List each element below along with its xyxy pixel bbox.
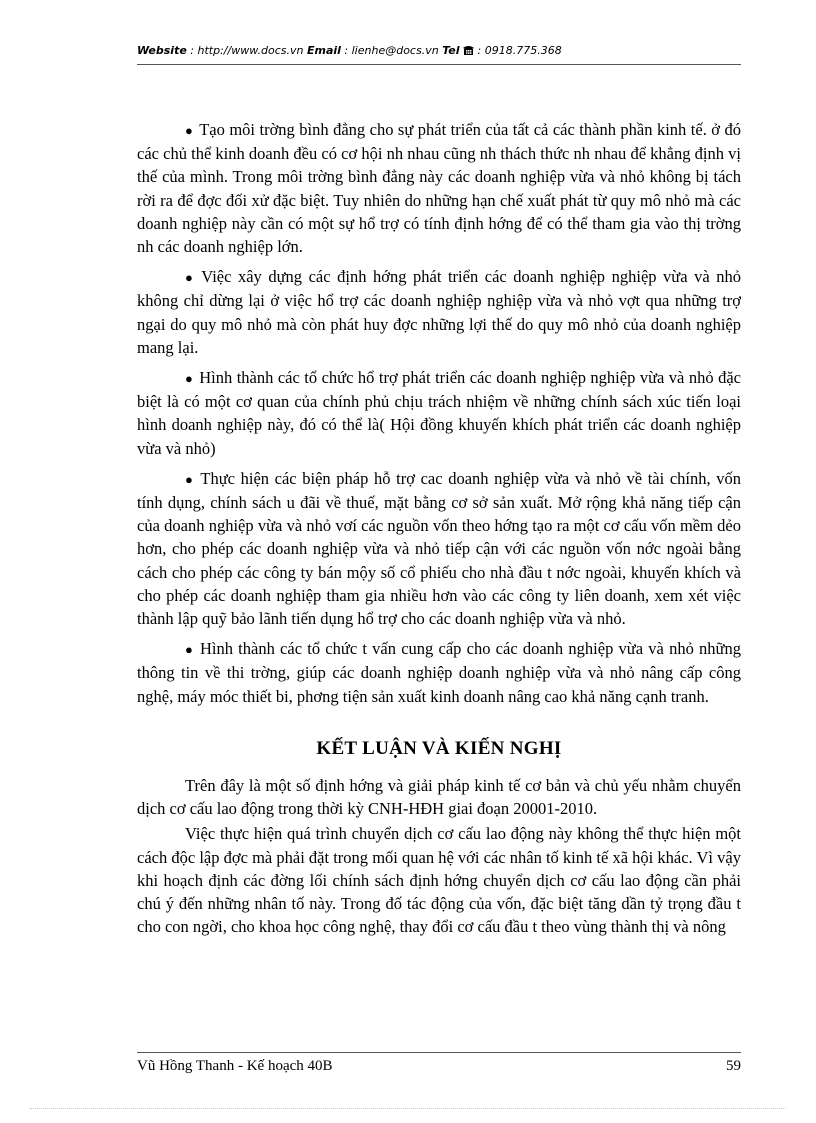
website-value[interactable]: : http://www.docs.vn — [186, 44, 307, 57]
email-label: Email — [306, 44, 341, 57]
conclusion-paragraph: Việc thực hiện quá trình chuyển dịch cơ cấu lao động này không thể thực hiện một cách độc lập đợc mà phải đặt trong mối quan hệ với các nhân tố kinh tế xã hội khác. Vì vậy khi hoạch định các đờng lối chính sách định hớng chuyển dịch cơ cấu lao động cần phải chú ý đến những nhân tố này. Trong đố tác động của vốn, đặc biệt tăng dần tỷ trọng đầu t cho con ngời, cho khoa học công nghệ, thay đổi cơ cấu đầu t theo vùng thành thị và nông — [137, 824, 741, 937]
bullet-paragraph: ● Thực hiện các biện pháp hỗ trợ cac doanh nghiệp vừa và nhỏ về tài chính, vốn tính dụng, chính sách u đãi về thuế, mặt bằng cơ sở sản xuất. Mở rộng khả năng tiếp cận của doanh nghiệp vừa và nhỏ vơí các nguồn vốn theo hớng tạo ra một cơ cấu vốn mềm dẻo hơn, cho phép các doanh nghiệp vừa và nhỏ tiếp cận với các nguồn vốn nớc ngoài bằng cách cho phép các công ty bán mộy số cổ phiếu cho nhà đầu t nớc ngoài, khuyến khích và cho phép các doanh nghiệp tham gia nhiều hơn vào các công ty liên doanh, xem xét việc thành lập quỹ bảo lãnh tiến dụng hổ trợ cho các doanh nghiệp vừa và nhỏ. — [137, 468, 741, 629]
bullet-icon: ● — [185, 642, 194, 658]
page-header — [137, 44, 741, 58]
tel-value: : 0918.775.368 — [474, 44, 562, 57]
bullet-paragraph: ● Việc xây dựng các định hớng phát triển các doanh nghiệp nghiệp vừa và nhỏ không chỉ dừng lại ở việc hổ trợ các doanh nghiệp nghiệp vừa và nhỏ vợt qua những trợ ngại do quy mô nhỏ mà còn phát huy đợc những lợi thế do quy mô nhỏ của doanh nghiệp mang lại. — [137, 267, 741, 357]
telephone-icon — [463, 45, 474, 58]
header-divider — [137, 64, 741, 65]
page-number: 59 — [726, 1058, 741, 1074]
main-content — [137, 118, 741, 941]
conclusion-paragraph: Trên đây là một số định hớng và giải pháp kinh tế cơ bản và chủ yếu nhằm chuyển dịch cơ cấu lao động trong thời kỳ CNH-HĐH giai đoạn 20001-2010. — [137, 776, 741, 819]
bullet-icon: ● — [185, 471, 195, 487]
bullet-icon: ● — [185, 270, 196, 286]
bullet-paragraph: ● Hình thành các tổ chức hổ trợ phát triển các doanh nghiệp nghiệp vừa và nhỏ đặc biệt là có một cơ quan của chính phủ chịu trách nhiệm về những chính sách xúc tiến loại hình doanh nghiệp này, đó có thể là( Hội đồng khuyến khích phát triển các doanh nghiệp vừa và nhỏ) — [137, 368, 741, 458]
page-bottom-border — [30, 1108, 786, 1109]
bullet-icon: ● — [185, 371, 194, 387]
bullet-paragraph: ● Hình thành các tổ chức t vấn cung cấp cho các doanh nghiệp vừa và nhỏ những thông tin về thi trờng, giúp các doanh nghiệp doanh nghiệp vừa và nhỏ nâng cấp công nghệ, máy móc thiết bi, phơng tiện sản xuất kinh doanh nâng cao khả năng cạnh tranh. — [137, 639, 741, 706]
bullet-paragraph: ● Tạo môi trờng bình đẳng cho sự phát triển của tất cả các thành phần kinh tế. ở đó các chủ thể kinh doanh đều có cơ hội nh nhau cũng nh thách thức nh nhau để khẳng định vị thế của mình. Trong môi trờng bình đẳng này các doanh nghiệp vừa và nhỏ không bị tách rời ra để đợc đối xử đặc biệt. Tuy nhiên do những hạn chế xuất phát từ quy mô nhỏ mà các doanh nghiệp này cần có một sự hổ trợ có tính định hớng để có thể tham gia vào thị trờng nh các doanh nghiệp lớn. — [137, 120, 741, 257]
footer-author: Vũ Hồng Thanh - Kế hoạch 40B — [137, 1058, 333, 1074]
footer-divider — [137, 1052, 741, 1053]
website-label: Website — [137, 44, 187, 57]
section-title: KẾT LUẬN VÀ KIẾN NGHỊ — [316, 737, 562, 759]
bullet-icon: ● — [185, 123, 194, 138]
email-value[interactable]: : lienhe@docs.vn — [340, 44, 443, 57]
tel-label: Tel — [442, 44, 460, 57]
